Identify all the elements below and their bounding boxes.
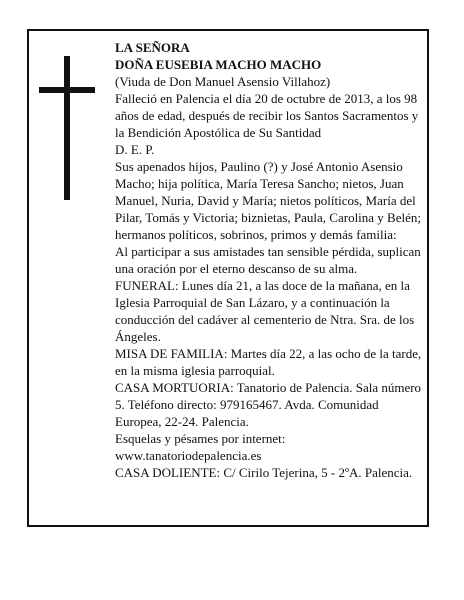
widow-of: (Viuda de Don Manuel Asensio Villahoz)	[115, 74, 331, 89]
website-link[interactable]: www.tanatoriodepalencia.es	[115, 448, 262, 463]
funeral-info: FUNERAL: Lunes día 21, a las doce de la mañana, en la Iglesia Parroquial de San Lázaro, y a continuación la conducción del cadáver al cementerio de Ntra. Sra. de los Ángeles.	[115, 278, 415, 344]
cross-horizontal-bar	[39, 87, 95, 93]
family-list: Sus apenados hijos, Paulino (?) y José Antonio Asensio Macho; hija política, María Teresa Sancho; nietos, Juan Manuel, Nuria, David y María; nietos políticos, María del Pilar, Tomás y Victoria; biznietas, Paula, Carolina y Belén; hermanos políticos, sobrinos, primos y demás familia:	[115, 159, 421, 242]
cross-icon	[39, 56, 95, 200]
online-condolences-label: Esquelas y pésames por internet:	[115, 431, 286, 446]
rip-text: D. E. P.	[115, 142, 155, 157]
obituary-text	[115, 39, 427, 481]
cross-vertical-bar	[64, 56, 70, 200]
deceased-name: DOÑA EUSEBIA MACHO MACHO	[115, 57, 322, 72]
notice-title: LA SEÑORA	[115, 40, 190, 55]
funeral-home-info: CASA MORTUORIA: Tanatorio de Palencia. Sala número 5. Teléfono directo: 979165467. Avda. Comunidad Europea, 22-24. Palencia.	[115, 380, 422, 429]
obituary-frame	[27, 29, 429, 527]
family-mass-info: MISA DE FAMILIA: Martes día 22, a las ocho de la tarde, en la misma iglesia parroquial.	[115, 346, 422, 378]
prayer-request: Al participar a sus amistades tan sensible pérdida, suplican una oración por el eterno descanso de su alma.	[115, 244, 421, 276]
death-announcement: Falleció en Palencia el día 20 de octubre de 2013, a los 98 años de edad, después de recibir los Santos Sacramentos y la Bendición Apostólica de Su Santidad	[115, 91, 419, 140]
mourning-house-info: CASA DOLIENTE: C/ Cirilo Tejerina, 5 - 2ºA. Palencia.	[115, 465, 413, 480]
